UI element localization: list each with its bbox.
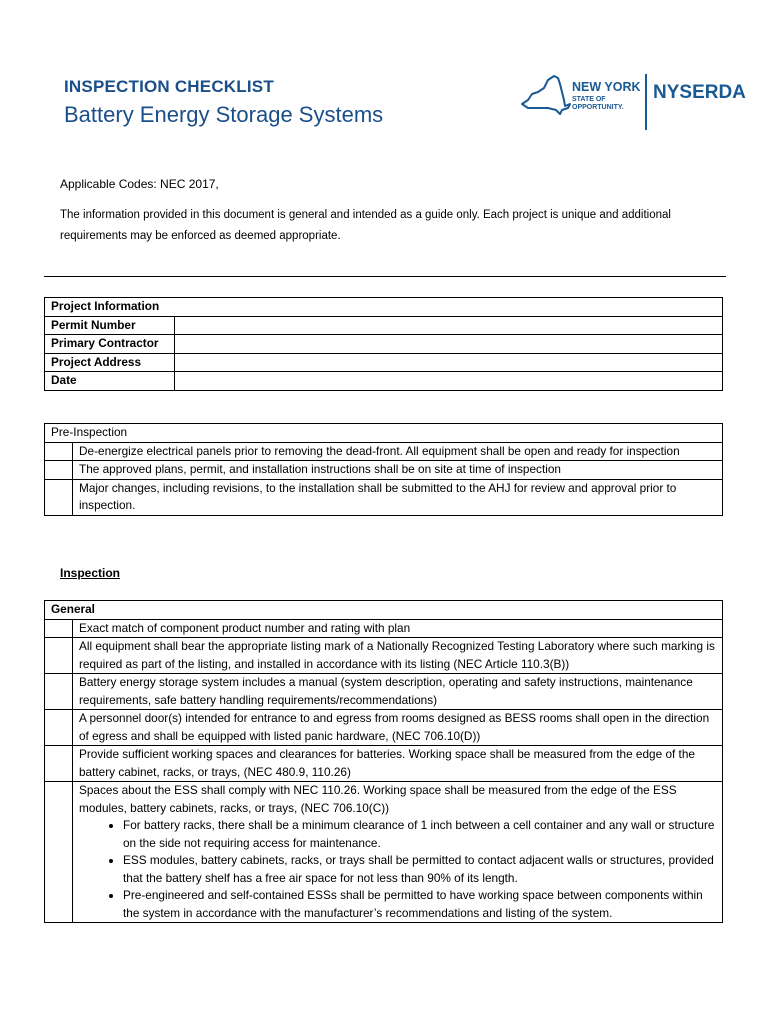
checkbox-cell[interactable]	[45, 461, 73, 480]
table-row	[45, 479, 723, 515]
table-row	[45, 746, 723, 782]
nyserda-logo	[518, 70, 748, 132]
checklist-item: Major changes, including revisions, to the installation shall be submitted to the AHJ for review and approval prior to inspection.	[73, 479, 723, 515]
checkbox-cell[interactable]	[45, 619, 73, 638]
checklist-item: The approved plans, permit, and installation instructions shall be on site at time of inspection	[73, 461, 723, 480]
checklist-item: All equipment shall bear the appropriate listing mark of a Nationally Recognized Testing Laboratory where such marking is required as part of the listing, and installed in accordance with its listing (NEC Article 110.3(B))	[73, 638, 723, 674]
checklist-item: Exact match of component product number and rating with plan	[73, 619, 723, 638]
info-paragraph: The information provided in this document is general and intended as a guide only. Each project is unique and additional requirements may be enforced as deemed appropriate.	[60, 209, 671, 242]
checklist-item: Provide sufficient working spaces and clearances for batteries. Working space shall be measured from the edge of the battery cabinet, racks, or trays, (NEC 480.9, 110.26)	[73, 746, 723, 782]
checkbox-cell[interactable]	[45, 782, 73, 923]
document-title: INSPECTION CHECKLIST	[64, 77, 274, 96]
date-field[interactable]	[175, 372, 723, 391]
project-information-table	[44, 297, 723, 391]
horizontal-divider	[44, 276, 726, 277]
table-row	[45, 461, 723, 480]
checklist-item	[73, 782, 723, 923]
general-inspection-table	[44, 600, 723, 923]
table-row	[45, 619, 723, 638]
logo-divider	[645, 74, 647, 130]
checklist-item: Battery energy storage system includes a manual (system description, operating and safety instructions, maintenance requirements, safe battery handling requirements/recommendations)	[73, 674, 723, 710]
checklist-item: A personnel door(s) intended for entrance to and egress from rooms designed as BESS rooms shall open in the direction of egress and shall be equipped with listed panic hardware, (NEC 706.10(D))	[73, 710, 723, 746]
checklist-item: De-energize electrical panels prior to removing the dead-front. All equipment shall be open and ready for inspection	[73, 442, 723, 461]
applicable-codes: Applicable Codes: NEC 2017,	[60, 177, 219, 191]
logo-org-name: NYSERDA	[653, 82, 746, 103]
logo-state-name: NEW YORK	[572, 80, 641, 94]
list-item: • For battery racks, there shall be a minimum clearance of 1 inch between a cell container and any wall or structure on the side not requiring access for maintenance.	[123, 817, 716, 852]
new-york-state-map-icon	[518, 70, 572, 118]
checkbox-cell[interactable]	[45, 674, 73, 710]
bullet-list	[79, 817, 716, 922]
table-row	[45, 782, 723, 923]
table-row	[45, 442, 723, 461]
pre-inspection-table	[44, 423, 723, 516]
table-row	[45, 316, 723, 335]
table-row	[45, 710, 723, 746]
table-row	[45, 372, 723, 391]
document-subtitle: Battery Energy Storage Systems	[64, 102, 384, 127]
table-row	[45, 674, 723, 710]
table-row	[45, 335, 723, 354]
checkbox-cell[interactable]	[45, 638, 73, 674]
checkbox-cell[interactable]	[45, 746, 73, 782]
project-address-field[interactable]	[175, 353, 723, 372]
list-item: • Pre-engineered and self-contained ESSs shall be permitted to have working space between components within the system in accordance with the manufacturer’s recommendations and listing of the system.	[123, 887, 716, 922]
table-row	[45, 638, 723, 674]
table-header: General	[45, 601, 723, 620]
row-label: Date	[45, 372, 175, 391]
row-label: Primary Contractor	[45, 335, 175, 354]
list-item: • ESS modules, battery cabinets, racks, or trays shall be permitted to contact adjacent walls or structures, provided that the battery shelf has a free air space for not less than 90% of its length.	[123, 852, 716, 887]
permit-number-field[interactable]	[175, 316, 723, 335]
checkbox-cell[interactable]	[45, 442, 73, 461]
checklist-item-text: Spaces about the ESS shall comply with NEC 110.26. Working space shall be measured from the edge of the ESS modules, battery cabinets, racks, or trays, (NEC 706.10(C))	[79, 783, 677, 815]
row-label: Permit Number	[45, 316, 175, 335]
inspection-heading: Inspection	[60, 566, 121, 580]
checkbox-cell[interactable]	[45, 479, 73, 515]
primary-contractor-field[interactable]	[175, 335, 723, 354]
row-label: Project Address	[45, 353, 175, 372]
logo-state-tagline: STATE OF OPPORTUNITY.	[572, 96, 624, 111]
checkbox-cell[interactable]	[45, 710, 73, 746]
table-header: Pre-Inspection	[45, 424, 723, 443]
table-header: Project Information	[45, 298, 723, 317]
table-row	[45, 353, 723, 372]
